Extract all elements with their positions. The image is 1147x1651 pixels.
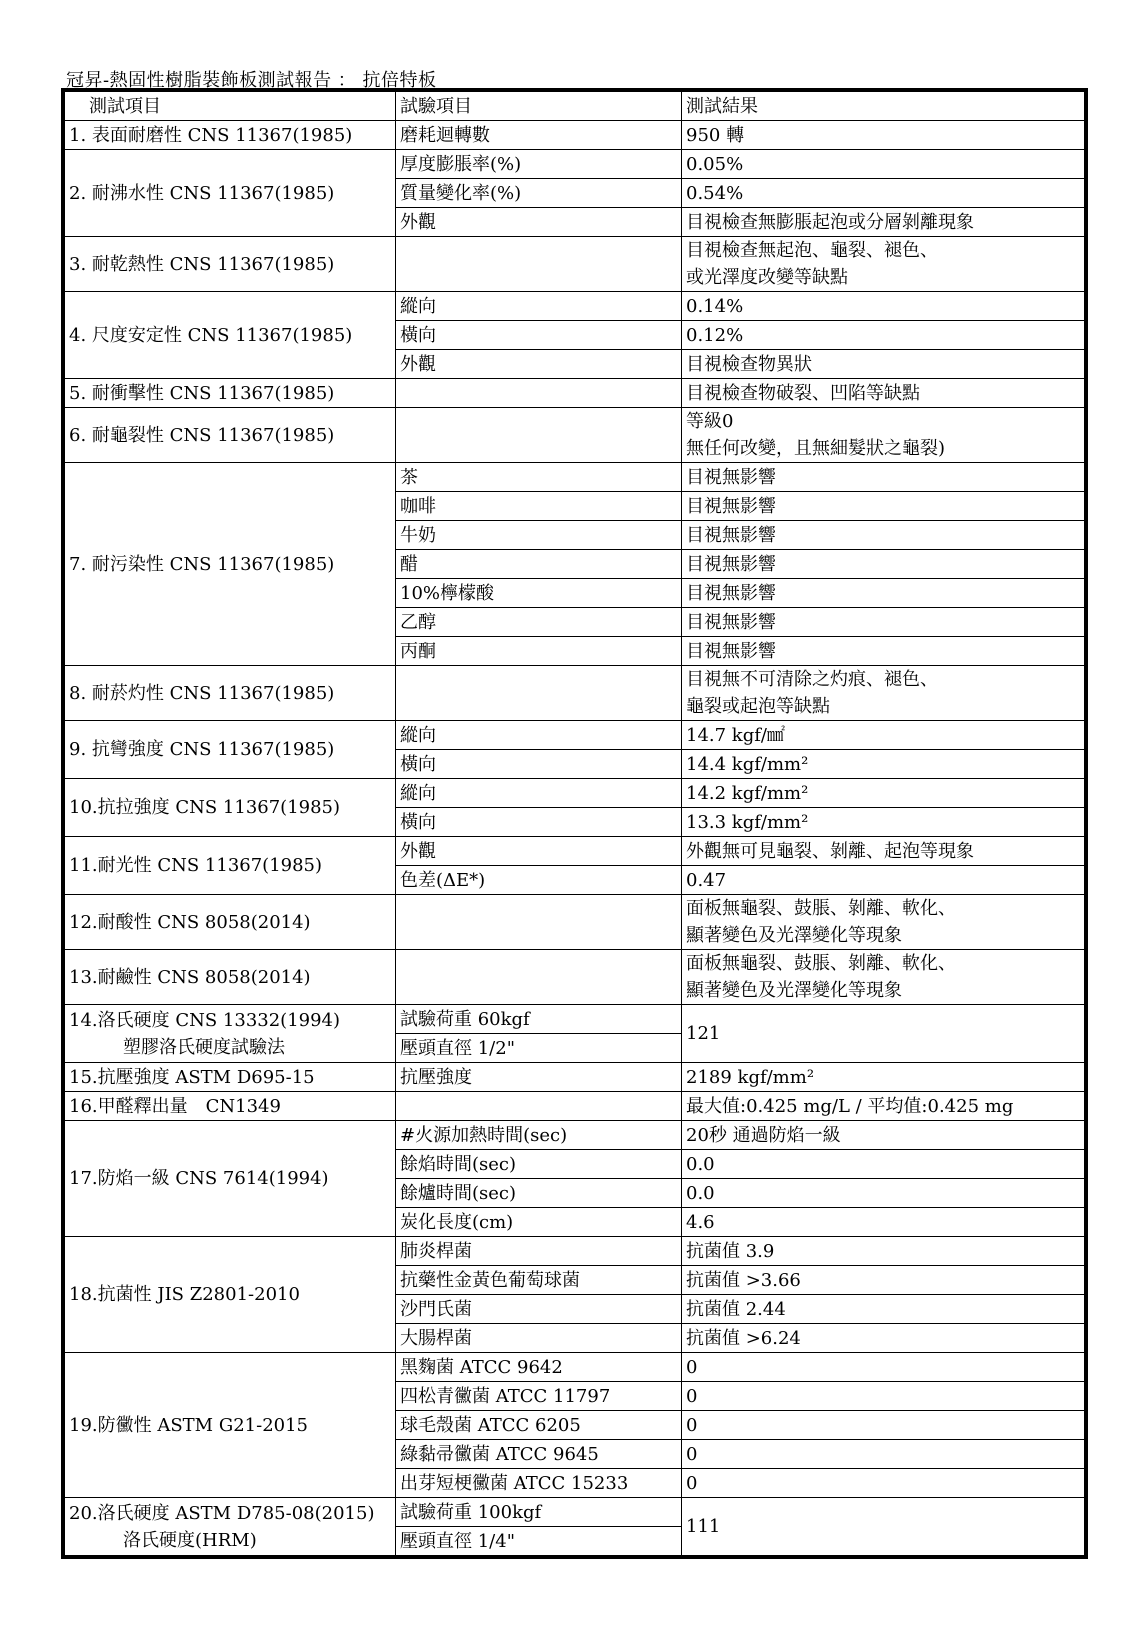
result-line: 龜裂或起泡等缺點 (686, 696, 830, 717)
trial-item-cell (396, 379, 682, 408)
trial-item-cell (396, 666, 682, 721)
test-result-cell: 14.7 kgf/㎟ (682, 721, 1085, 750)
trial-item-cell: 沙門氏菌 (396, 1295, 682, 1324)
report-title: 冠昇-熱固性樹脂裝飾板測試報告 ： 抗倍特板 (66, 70, 437, 91)
trial-item-cell: 四松青黴菌 ATCC 11797 (396, 1382, 682, 1411)
test-result-cell: 0 (682, 1353, 1085, 1382)
trial-item-cell: 球毛殼菌 ATCC 6205 (396, 1411, 682, 1440)
test-item-cell: 11.耐光性 CNS 11367(1985) (65, 837, 396, 895)
header-row (65, 92, 1085, 121)
result-line: 目視檢查無起泡、龜裂、褪色、 (686, 240, 938, 261)
test-result-cell: 目視無影響 (682, 550, 1085, 579)
test-result-cell: 0 (682, 1411, 1085, 1440)
table-row (65, 1005, 1085, 1034)
trial-item-cell: 餘爐時間(sec) (396, 1179, 682, 1208)
test-item-label: 20.洛氏硬度 ASTM D785-08(2015) (69, 1502, 375, 1524)
table-row (65, 837, 1085, 866)
trial-item-cell: 厚度膨脹率(%) (396, 150, 682, 179)
test-result-cell: 目視檢查物異狀 (682, 350, 1085, 379)
trial-item-cell: 縱向 (396, 779, 682, 808)
test-result-cell: 目視無影響 (682, 608, 1085, 637)
test-result-cell: 0.47 (682, 866, 1085, 895)
test-item-cell: 9. 抗彎強度 CNS 11367(1985) (65, 721, 396, 779)
test-item-cell: 13.耐鹼性 CNS 8058(2014) (65, 950, 396, 1005)
table-row (65, 779, 1085, 808)
test-result-cell: 111 (682, 1498, 1085, 1556)
test-item-cell: 19.防黴性 ASTM G21-2015 (65, 1353, 396, 1498)
result-line: 等級0 (686, 411, 734, 432)
trial-item-cell (396, 1092, 682, 1121)
test-item-cell: 10.抗拉強度 CNS 11367(1985) (65, 779, 396, 837)
test-result-cell: 抗菌值 >6.24 (682, 1324, 1085, 1353)
trial-item-cell: 質量變化率(%) (396, 179, 682, 208)
table-row (65, 379, 1085, 408)
result-line: 無任何改變，且無細髮狀之龜裂) (686, 438, 946, 459)
test-result-cell: 121 (682, 1005, 1085, 1063)
table-row (65, 950, 1085, 1005)
trial-item-cell: 外觀 (396, 837, 682, 866)
test-item-cell: 17.防焰一級 CNS 7614(1994) (65, 1121, 396, 1237)
test-result-cell (682, 895, 1085, 950)
test-result-cell (682, 408, 1085, 463)
table-row (65, 408, 1085, 463)
table-row (65, 1092, 1085, 1121)
trial-item-cell: 10%檸檬酸 (396, 579, 682, 608)
test-result-cell: 目視檢查物破裂、凹陷等缺點 (682, 379, 1085, 408)
trial-item-cell: 大腸桿菌 (396, 1324, 682, 1353)
test-item-label: 14.洛氏硬度 CNS 13332(1994) (69, 1009, 341, 1031)
trial-item-cell (396, 237, 682, 292)
header-test-item: 測試項目 (65, 92, 396, 121)
trial-item-cell: 餘焰時間(sec) (396, 1150, 682, 1179)
test-item-cell: 2. 耐沸水性 CNS 11367(1985) (65, 150, 396, 237)
test-result-cell (682, 950, 1085, 1005)
result-line: 面板無龜裂、鼓脹、剝離、軟化、 (686, 898, 956, 919)
result-line: 面板無龜裂、鼓脹、剝離、軟化、 (686, 953, 956, 974)
trial-item-cell: 牛奶 (396, 521, 682, 550)
table-row (65, 463, 1085, 492)
test-item-cell: 15.抗壓強度 ASTM D695-15 (65, 1063, 396, 1092)
test-result-cell: 目視無影響 (682, 463, 1085, 492)
trial-item-cell: 色差(ΔE*) (396, 866, 682, 895)
table-row (65, 150, 1085, 179)
test-result-cell: 目視無影響 (682, 637, 1085, 666)
table-row (65, 292, 1085, 321)
table-row (65, 121, 1085, 150)
trial-item-cell: 抗壓強度 (396, 1063, 682, 1092)
trial-item-cell: 醋 (396, 550, 682, 579)
test-result-cell: 14.4 kgf/mm² (682, 750, 1085, 779)
test-result-cell: 4.6 (682, 1208, 1085, 1237)
test-result-cell: 外觀無可見龜裂、剝離、起泡等現象 (682, 837, 1085, 866)
test-item-cell (65, 1005, 396, 1063)
test-result-cell: 最大值:0.425 mg/L / 平均值:0.425 mg (682, 1092, 1085, 1121)
table-row (65, 1498, 1085, 1527)
trial-item-cell: 橫向 (396, 750, 682, 779)
table-row (65, 721, 1085, 750)
test-result-cell: 目視無影響 (682, 521, 1085, 550)
test-item-cell: 4. 尺度安定性 CNS 11367(1985) (65, 292, 396, 379)
test-item-cell: 3. 耐乾熱性 CNS 11367(1985) (65, 237, 396, 292)
test-result-cell: 0.12% (682, 321, 1085, 350)
result-line: 目視無不可清除之灼痕、褪色、 (686, 669, 938, 690)
trial-item-cell: 橫向 (396, 321, 682, 350)
test-result-cell: 0 (682, 1469, 1085, 1498)
trial-item-cell: 乙醇 (396, 608, 682, 637)
test-item-cell: 7. 耐污染性 CNS 11367(1985) (65, 463, 396, 666)
test-result-cell: 目視無影響 (682, 579, 1085, 608)
trial-item-cell: 綠黏帚黴菌 ATCC 9645 (396, 1440, 682, 1469)
test-result-cell: 目視無影響 (682, 492, 1085, 521)
trial-item-cell: 壓頭直徑 1/4" (396, 1527, 682, 1556)
test-item-cell: 18.抗菌性 JIS Z2801-2010 (65, 1237, 396, 1353)
trial-item-cell (396, 950, 682, 1005)
table-row (65, 237, 1085, 292)
trial-item-cell: #火源加熱時間(sec) (396, 1121, 682, 1150)
trial-item-cell: 出芽短梗黴菌 ATCC 15233 (396, 1469, 682, 1498)
trial-item-cell (396, 408, 682, 463)
trial-item-cell: 炭化長度(cm) (396, 1208, 682, 1237)
trial-item-cell: 壓頭直徑 1/2" (396, 1034, 682, 1063)
trial-item-cell: 縱向 (396, 292, 682, 321)
test-result-cell: 抗菌值 3.9 (682, 1237, 1085, 1266)
test-result-cell: 0.05% (682, 150, 1085, 179)
test-item-cell: 8. 耐菸灼性 CNS 11367(1985) (65, 666, 396, 721)
test-result-cell: 13.3 kgf/mm² (682, 808, 1085, 837)
header-test-result: 測試結果 (682, 92, 1085, 121)
trial-item-cell: 縱向 (396, 721, 682, 750)
trial-item-cell: 茶 (396, 463, 682, 492)
test-result-cell: 0.0 (682, 1179, 1085, 1208)
result-line: 顯著變色及光澤變化等現象 (686, 980, 902, 1001)
trial-item-cell: 外觀 (396, 350, 682, 379)
test-item-cell: 12.耐酸性 CNS 8058(2014) (65, 895, 396, 950)
table-row (65, 1237, 1085, 1266)
trial-item-cell: 試驗荷重 100kgf (396, 1498, 682, 1527)
test-result-cell: 0.54% (682, 179, 1085, 208)
trial-item-cell: 試驗荷重 60kgf (396, 1005, 682, 1034)
test-item-sublabel: 洛氏硬度(HRM) (123, 1529, 257, 1551)
trial-item-cell: 肺炎桿菌 (396, 1237, 682, 1266)
test-result-cell: 14.2 kgf/mm² (682, 779, 1085, 808)
test-item-cell: 5. 耐衝擊性 CNS 11367(1985) (65, 379, 396, 408)
trial-item-cell: 抗藥性金黃色葡萄球菌 (396, 1266, 682, 1295)
test-report-table (64, 91, 1085, 1556)
test-result-cell: 抗菌值 2.44 (682, 1295, 1085, 1324)
trial-item-cell: 咖啡 (396, 492, 682, 521)
test-result-cell: 0.14% (682, 292, 1085, 321)
trial-item-cell: 黑麴菌 ATCC 9642 (396, 1353, 682, 1382)
table-row (65, 1063, 1085, 1092)
test-result-cell: 抗菌值 >3.66 (682, 1266, 1085, 1295)
test-result-cell: 20秒 通過防焰一級 (682, 1121, 1085, 1150)
test-item-cell (65, 1498, 396, 1556)
test-item-cell: 1. 表面耐磨性 CNS 11367(1985) (65, 121, 396, 150)
test-item-cell: 6. 耐龜裂性 CNS 11367(1985) (65, 408, 396, 463)
test-result-cell (682, 237, 1085, 292)
test-item-cell: 16.甲醛釋出量 CN1349 (65, 1092, 396, 1121)
test-result-cell: 950 轉 (682, 121, 1085, 150)
trial-item-cell: 磨耗迴轉數 (396, 121, 682, 150)
trial-item-cell: 橫向 (396, 808, 682, 837)
result-line: 顯著變色及光澤變化等現象 (686, 925, 902, 946)
trial-item-cell: 外觀 (396, 208, 682, 237)
test-result-cell (682, 666, 1085, 721)
table-row (65, 895, 1085, 950)
test-result-cell: 目視檢查無膨脹起泡或分層剝離現象 (682, 208, 1085, 237)
test-result-cell: 2189 kgf/mm² (682, 1063, 1085, 1092)
trial-item-cell (396, 895, 682, 950)
test-result-cell: 0.0 (682, 1150, 1085, 1179)
table-row (65, 1353, 1085, 1382)
test-item-sublabel: 塑膠洛氏硬度試驗法 (123, 1036, 285, 1058)
test-result-cell: 0 (682, 1440, 1085, 1469)
test-result-cell: 0 (682, 1382, 1085, 1411)
table-row (65, 1121, 1085, 1150)
trial-item-cell: 丙酮 (396, 637, 682, 666)
result-line: 或光澤度改變等缺點 (686, 267, 848, 288)
header-trial-item: 試驗項目 (396, 92, 682, 121)
table-row (65, 666, 1085, 721)
